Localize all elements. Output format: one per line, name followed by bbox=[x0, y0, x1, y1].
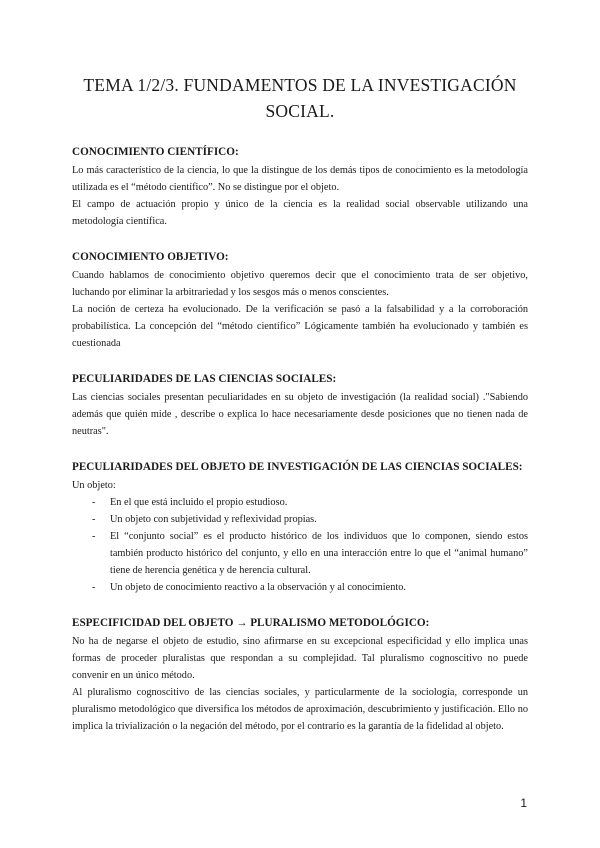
list-item bbox=[92, 511, 528, 528]
object-characteristics-list bbox=[72, 494, 528, 596]
section-heading: PECULIARIDADES DE LAS CIENCIAS SOCIALES: bbox=[72, 373, 337, 385]
paragraph: No ha de negarse el objeto de estudio, sino afirmarse en su excepcional especificidad y ello implica unas formas de proceder pluralistas que respondan a su complejidad. Tal pluralismo cognoscitivo no puede convenir en un único método. bbox=[72, 636, 528, 681]
list-item bbox=[92, 579, 528, 596]
list-intro: Un objeto: bbox=[72, 480, 116, 491]
paragraph: Lo más característico de la ciencia, lo que la distingue de los demás tipos de conocimiento es la metodología utilizada es el “método científico”. No se distingue por el objeto. bbox=[72, 165, 528, 193]
section-heading: CONOCIMIENTO CIENTÍFICO: bbox=[72, 146, 239, 158]
section-conocimiento-objetivo bbox=[72, 249, 528, 352]
dash-bullet: - bbox=[92, 531, 96, 542]
paragraph: La noción de certeza ha evolucionado. De la verificación se pasó a la falsabilidad y a la corroboración probabilística. La concepción del “método científico” Lógicamente también ha evolucionado y también es cuestionada bbox=[72, 304, 528, 349]
dash-bullet: - bbox=[92, 514, 96, 525]
list-item bbox=[92, 494, 528, 511]
document-title: TEMA 1/2/3. FUNDAMENTOS DE LA INVESTIGACIÓN SOCIAL. bbox=[83, 75, 517, 121]
document-page bbox=[72, 72, 528, 754]
dash-bullet: - bbox=[92, 497, 96, 508]
list-item-text: Un objeto con subjetividad y reflexividad propias. bbox=[110, 514, 317, 525]
paragraph: El campo de actuación propio y único de la ciencia es la realidad social observable utilizando una metodología científica. bbox=[72, 199, 528, 227]
list-item-text: Un objeto de conocimiento reactivo a la observación y al conocimiento. bbox=[110, 582, 406, 593]
paragraph: Al pluralismo cognoscitivo de las ciencias sociales, y particularmente de la sociología, corresponde un pluralismo metodológico que diversifica los métodos de aproximación, descubrimiento y justificación. Ello no implica la trivialización o la negación del método, por el contrario es la garantía de la fidelidad al objeto. bbox=[72, 687, 528, 732]
list-item-text: En el que está incluido el propio estudioso. bbox=[110, 497, 288, 508]
section-heading: CONOCIMIENTO OBJETIVO: bbox=[72, 251, 229, 263]
list-item bbox=[92, 528, 528, 579]
dash-bullet: - bbox=[92, 582, 96, 593]
page-number: 1 bbox=[520, 796, 527, 810]
list-item-text: El “conjunto social” es el producto histórico de los individuos que lo componen, siendo estos también producto histórico del conjunto, y ello en una interacción entre lo que el “animal humano” tiene de herencia genética y de herencia cultural. bbox=[110, 531, 528, 576]
paragraph: Las ciencias sociales presentan peculiaridades en su objeto de investigación (la realidad social) ."Sabiendo además que quién mide , describe o explica lo hace necesariamente desde posiciones que no tienen nada de neutras". bbox=[72, 392, 528, 437]
section-heading: ESPECIFICIDAD DEL OBJETO → PLURALISMO METODOLÓGICO: bbox=[72, 617, 430, 629]
paragraph: Cuando hablamos de conocimiento objetivo queremos decir que el conocimiento trata de ser objetivo, luchando por eliminar la arbitrariedad y los sesgos más o menos conscientes. bbox=[72, 270, 528, 298]
section-peculiaridades-objeto bbox=[72, 459, 528, 596]
section-especificidad-objeto bbox=[72, 615, 528, 735]
section-conocimiento-cientifico bbox=[72, 144, 528, 230]
section-heading: PECULIARIDADES DEL OBJETO DE INVESTIGACIÓN DE LAS CIENCIAS SOCIALES: bbox=[72, 461, 523, 473]
section-peculiaridades-ciencias-sociales bbox=[72, 371, 528, 440]
